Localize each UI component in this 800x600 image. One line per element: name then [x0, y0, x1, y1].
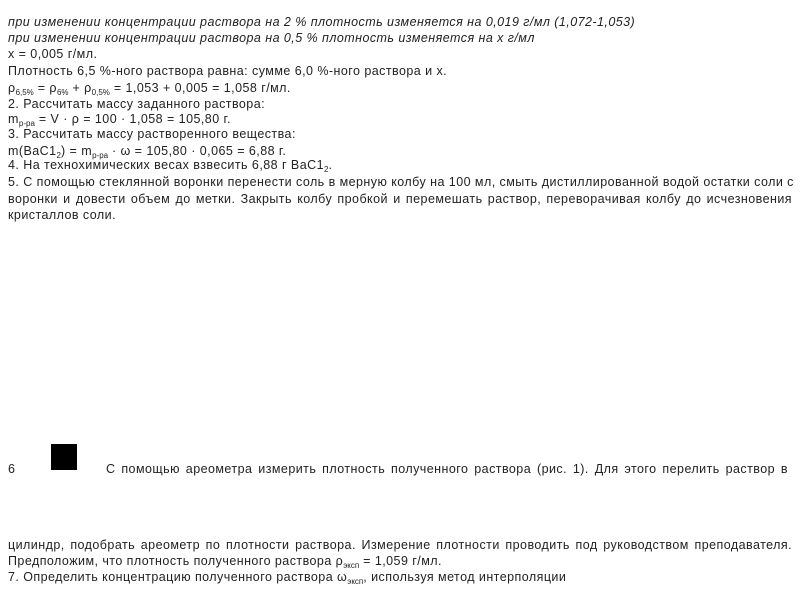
step-5-line: воронки и довести объем до метки. Закрыть колбу пробкой и перемешать раствор, переворачивая колбу до исчезновения — [8, 192, 792, 206]
step-4: 4. На технохимических весах взвесить 6,88 г $BaC1_2$. — [8, 158, 333, 174]
step-2: 2. Рассчитать массу заданного раствора: — [8, 97, 266, 111]
step-6-line: цилиндр, подобрать ареометр по плотности раствора. Измерение плотности проводить под руководством преподавателя. — [8, 538, 792, 552]
text-line: при изменении концентрации раствора на 2 % плотность изменяется на 0,019 г/мл (1,072-1,053) — [8, 15, 636, 29]
experimental-density-line: Предположим, что плотность полученного раствора $\rho_{эксп} = 1,059$ г/мл. — [8, 554, 442, 570]
figure-placeholder — [51, 444, 77, 470]
text-line: Плотность 6,5 %-ного раствора равна: сумме 6,0 %-ного раствора и х. — [8, 64, 448, 78]
text-line: х = 0,005 г/мл. — [8, 47, 98, 61]
step-5-line: 5. С помощью стеклянной воронки перенести соль в мерную колбу на 100 мл, смыть дистиллированной водой остатки соли с — [8, 175, 794, 189]
step-7: 7. Определить концентрацию полученного раствора $\omega_{эксп}$, используя метод интерполяции — [8, 570, 567, 586]
step-5-line: кристаллов соли. — [8, 208, 116, 222]
density-formula: $\rho_{6,5\%} = \rho_{6\%} + \rho_{0,5\%} = 1,053 + 0,005 = 1,058$ г/мл. — [8, 81, 291, 97]
step-3: 3. Рассчитать массу растворенного вещества: — [8, 127, 296, 141]
step-6-line: С помощью ареометра измерить плотность полученного раствора (рис. 1). Для этого перелить раствор в — [106, 462, 788, 476]
mass-formula: $m_{р-ра} = V \cdot \rho = 100 \cdot 1,058 = 105,80$ г. — [8, 112, 231, 128]
solute-mass-formula: $m(BaC1_2) = m_{р-ра} \cdot \omega = 105,80 \cdot 0,065 = 6,88$ г. — [8, 144, 287, 160]
text-line: при изменении концентрации раствора на 0,5 % плотность изменяется на х г/мл — [8, 31, 535, 45]
step-6-number: 6 — [8, 462, 15, 476]
